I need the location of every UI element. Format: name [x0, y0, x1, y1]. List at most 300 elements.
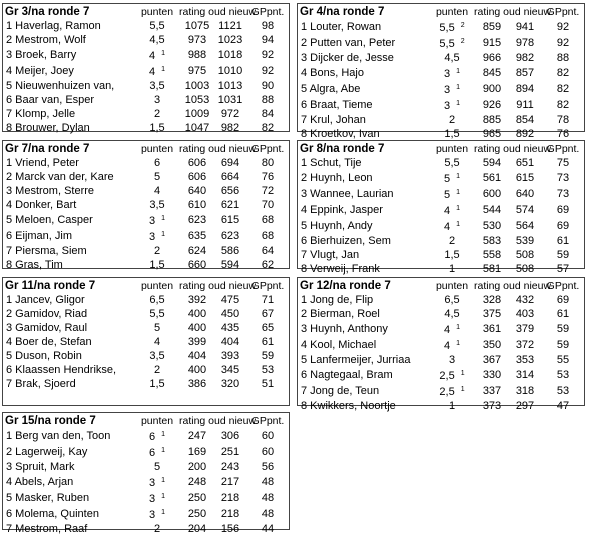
rating-new: 297 [515, 400, 535, 412]
tiebreak-mark: 1 [456, 205, 461, 212]
rating-new: 615 [220, 214, 240, 226]
gp-points: 73 [556, 188, 570, 200]
player-name: 2 Huynh, Leon [301, 172, 373, 184]
standings-table [3, 141, 291, 272]
rating-old: 1053 [184, 94, 210, 106]
player-points: 5 [153, 322, 161, 334]
gp-points: 71 [261, 294, 275, 306]
player-name: 2 Gamidov, Riad [6, 308, 88, 320]
player-name: 3 Spruit, Mark [6, 461, 75, 473]
player-name: 7 Krul, Johan [301, 114, 366, 126]
gp-points: 60 [261, 446, 275, 458]
player-name: 1 Jancev, Gligor [6, 294, 85, 306]
column-header-gp: GPpnt. [251, 5, 285, 18]
rating-old: 375 [482, 308, 502, 320]
table-row [3, 33, 291, 47]
gp-points: 92 [556, 37, 570, 49]
table-row [3, 293, 291, 307]
rating-new: 892 [515, 128, 535, 140]
gp-points: 59 [556, 249, 570, 261]
table-row [3, 93, 291, 107]
gp-points: 92 [556, 21, 570, 33]
group-title: Gr 15/na ronde 7 [5, 414, 96, 427]
column-header-rating-oud: rating oud nieuw [474, 279, 552, 292]
group-panel [2, 277, 290, 406]
player-name: 2 Marck van der, Kare [6, 171, 114, 183]
gp-points: 48 [261, 492, 275, 504]
player-points: 6,5 [444, 294, 460, 306]
player-points: 4,5 [444, 308, 460, 320]
rating-old: 926 [482, 99, 502, 111]
player-name: 7 Klomp, Jelle [6, 108, 76, 120]
player-points: 5 [153, 461, 161, 473]
player-points: 5,5 [149, 308, 165, 320]
player-name: 5 Duson, Robin [6, 350, 82, 362]
player-name: 1 Schut, Tije [301, 157, 362, 169]
player-name: 5 Lanfermeijer, Jurriaa [301, 354, 411, 366]
player-points: 6,5 [149, 294, 165, 306]
player-points: 2 [153, 523, 161, 535]
player-name: 5 Masker, Ruben [6, 492, 90, 504]
column-header-rating-oud: rating oud nieuw [474, 142, 552, 155]
table-row [3, 307, 291, 321]
rating-new: 372 [515, 339, 535, 351]
group-panel [2, 3, 290, 132]
player-name: 7 Piersma, Siem [6, 245, 87, 257]
player-name: 6 Klaassen Hendrikse, [6, 364, 117, 376]
table-row [3, 184, 291, 198]
player-points: 4 $^1$ [443, 221, 461, 233]
rating-new: 379 [515, 323, 535, 335]
player-points: 2 [153, 108, 161, 120]
rating-old: 623 [187, 214, 207, 226]
gp-points: 82 [556, 99, 570, 111]
gp-points: 64 [261, 245, 275, 257]
player-name: 5 Huynh, Andy [301, 220, 373, 232]
tiebreak-mark: 1 [161, 493, 166, 500]
player-name: 5 Nieuwenhuizen van, [6, 80, 115, 92]
rating-old: 600 [482, 188, 502, 200]
rating-new: 982 [515, 52, 535, 64]
rating-old: 530 [482, 220, 502, 232]
player-points: 3 $^1$ [148, 477, 166, 489]
standings-table [298, 141, 586, 276]
player-points: 1 [448, 400, 456, 412]
rating-new: 1010 [217, 65, 243, 77]
table-row [3, 522, 291, 536]
rating-old: 330 [482, 369, 502, 381]
rating-old: 660 [187, 259, 207, 271]
tiebreak-mark: 1 [161, 509, 166, 516]
table-row [298, 113, 586, 127]
gp-points: 94 [261, 34, 275, 46]
rating-old: 581 [482, 263, 502, 275]
player-points: 4,5 [444, 52, 460, 64]
player-points: 6 [153, 157, 161, 169]
player-name: 2 Mestrom, Wolf [6, 34, 86, 46]
rating-new: 393 [220, 350, 240, 362]
player-name: 4 Donker, Bart [6, 199, 77, 211]
column-header-punten: punten [435, 5, 469, 18]
rating-new: 615 [515, 172, 535, 184]
player-name: 3 Dijcker de, Jesse [301, 52, 394, 64]
column-header-rating-oud: rating oud nieuw [474, 5, 552, 18]
rating-new: 574 [515, 204, 535, 216]
player-points: 2 [448, 235, 456, 247]
rating-old: 373 [482, 400, 502, 412]
rating-old: 624 [187, 245, 207, 257]
gp-points: 76 [556, 128, 570, 140]
column-header-rating-oud: rating oud nieuw [179, 142, 257, 155]
rating-old: 400 [187, 322, 207, 334]
table-row [298, 65, 586, 81]
player-points: 2 [448, 114, 456, 126]
tiebreak-mark: 1 [161, 447, 166, 454]
gp-points: 82 [261, 122, 275, 134]
rating-new: 251 [220, 446, 240, 458]
rating-new: 432 [515, 294, 535, 306]
gp-points: 88 [556, 52, 570, 64]
rating-new: 314 [515, 369, 535, 381]
player-name: 1 Haverlag, Ramon [6, 20, 101, 32]
table-row [3, 79, 291, 93]
player-points: 4 [153, 336, 161, 348]
table-row [3, 363, 291, 377]
gp-points: 68 [261, 230, 275, 242]
gp-points: 90 [261, 80, 275, 92]
tiebreak-mark: 1 [456, 100, 461, 107]
standings-table [3, 278, 291, 391]
tiebreak-mark: 1 [161, 431, 166, 438]
rating-new: 941 [515, 21, 535, 33]
player-points: 4 $^1$ [443, 340, 461, 352]
player-name: 8 Brouwer, Dylan [6, 122, 90, 134]
player-points: 3,5 [149, 350, 165, 362]
table-row [298, 337, 586, 353]
rating-old: 250 [187, 492, 207, 504]
rating-new: 156 [220, 523, 240, 535]
player-points: 1 [448, 263, 456, 275]
column-header-punten: punten [435, 279, 469, 292]
rating-new: 508 [515, 249, 535, 261]
player-points: 4 $^1$ [443, 205, 461, 217]
rating-old: 400 [187, 364, 207, 376]
table-row [3, 321, 291, 335]
column-header-punten: punten [140, 414, 174, 427]
group-panel [297, 140, 585, 275]
gp-points: 76 [261, 171, 275, 183]
rating-new: 694 [220, 157, 240, 169]
rating-new: 586 [220, 245, 240, 257]
rating-old: 1075 [184, 20, 210, 32]
rating-new: 982 [220, 122, 240, 134]
rating-old: 900 [482, 83, 502, 95]
rating-new: 475 [220, 294, 240, 306]
rating-new: 978 [515, 37, 535, 49]
rating-new: 450 [220, 308, 240, 320]
rating-old: 399 [187, 336, 207, 348]
rating-old: 966 [482, 52, 502, 64]
group-panel [2, 412, 290, 535]
rating-old: 1003 [184, 80, 210, 92]
rating-old: 350 [482, 339, 502, 351]
rating-old: 988 [187, 49, 207, 61]
player-name: 1 Vriend, Peter [6, 157, 79, 169]
player-points: 3 $^1$ [443, 68, 461, 80]
player-points: 5 $^1$ [443, 189, 461, 201]
player-name: 6 Eijman, Jim [6, 230, 73, 242]
player-points: 5,5 $^2$ [439, 22, 465, 34]
gp-points: 59 [556, 323, 570, 335]
table-row [3, 47, 291, 63]
column-header-gp: GPpnt. [251, 142, 285, 155]
rating-new: 854 [515, 114, 535, 126]
tiebreak-mark: 1 [460, 386, 465, 393]
gp-points: 75 [556, 157, 570, 169]
rating-old: 204 [187, 523, 207, 535]
tiebreak-mark: 1 [161, 66, 166, 73]
table-header-row [3, 278, 291, 293]
group-title: Gr 12/na ronde 7 [300, 279, 391, 292]
player-points: 4 $^1$ [443, 324, 461, 336]
table-row [3, 19, 291, 33]
rating-new: 435 [220, 322, 240, 334]
rating-new: 243 [220, 461, 240, 473]
tiebreak-mark: 1 [456, 68, 461, 75]
tiebreak-mark: 1 [161, 50, 166, 57]
table-row [298, 353, 586, 367]
rating-old: 975 [187, 65, 207, 77]
rating-old: 583 [482, 235, 502, 247]
table-row [3, 121, 291, 135]
player-name: 4 Kool, Michael [301, 339, 377, 351]
gp-points: 70 [261, 199, 275, 211]
gp-points: 55 [556, 354, 570, 366]
tiebreak-mark: 1 [456, 84, 461, 91]
tiebreak-mark: 1 [456, 189, 461, 196]
player-name: 8 Gras, Tim [6, 259, 63, 271]
gp-points: 57 [556, 263, 570, 275]
rating-old: 169 [187, 446, 207, 458]
rating-old: 247 [187, 430, 207, 442]
rating-old: 606 [187, 171, 207, 183]
table-row [3, 474, 291, 490]
column-header-rating-oud: rating oud nieuw [179, 414, 257, 427]
table-row [3, 107, 291, 121]
column-header-gp: GPpnt. [546, 5, 580, 18]
column-header-gp: GPpnt. [251, 279, 285, 292]
gp-points: 44 [261, 523, 275, 535]
player-points: 1,5 [444, 128, 460, 140]
standings-table [298, 278, 586, 413]
player-name: 8 Kwikkers, Noortje [301, 400, 396, 412]
player-name: 6 Bierhuizen, Sem [301, 235, 391, 247]
rating-new: 656 [220, 185, 240, 197]
rating-old: 361 [482, 323, 502, 335]
group-title: Gr 7/na ronde 7 [5, 142, 90, 155]
rating-old: 885 [482, 114, 502, 126]
player-name: 6 Molema, Quinten [6, 508, 99, 520]
table-row [3, 490, 291, 506]
gp-points: 88 [261, 94, 275, 106]
rating-new: 404 [220, 336, 240, 348]
gp-points: 82 [556, 67, 570, 79]
player-points: 5,5 $^2$ [439, 38, 465, 50]
player-points: 1,5 [149, 259, 165, 271]
rating-new: 894 [515, 83, 535, 95]
rating-new: 857 [515, 67, 535, 79]
rating-new: 651 [515, 157, 535, 169]
player-name: 8 Verweij, Frank [301, 263, 380, 275]
player-points: 4 [153, 185, 161, 197]
rating-old: 594 [482, 157, 502, 169]
column-header-rating-oud: rating oud nieuw [179, 5, 257, 18]
player-points: 2,5 $^1$ [439, 386, 465, 398]
player-name: 8 Kroetkov, Ivan [301, 128, 380, 140]
player-name: 2 Lagerweij, Kay [6, 446, 88, 458]
table-row [298, 399, 586, 413]
gp-points: 48 [261, 476, 275, 488]
gp-points: 48 [261, 508, 275, 520]
rating-new: 564 [515, 220, 535, 232]
player-name: 4 Eppink, Jasper [301, 204, 383, 216]
player-name: 2 Putten van, Peter [301, 37, 396, 49]
rating-new: 218 [220, 508, 240, 520]
rating-old: 544 [482, 204, 502, 216]
rating-old: 250 [187, 508, 207, 520]
player-name: 7 Vlugt, Jan [301, 249, 360, 261]
gp-points: 47 [556, 400, 570, 412]
table-header-row [3, 141, 291, 156]
player-points: 3,5 [149, 199, 165, 211]
player-points: 5 [153, 171, 161, 183]
tiebreak-mark: 1 [161, 231, 166, 238]
gp-points: 69 [556, 220, 570, 232]
gp-points: 68 [261, 214, 275, 226]
rating-new: 353 [515, 354, 535, 366]
rating-old: 404 [187, 350, 207, 362]
player-name: 4 Boer de, Stefan [6, 336, 92, 348]
gp-points: 92 [261, 49, 275, 61]
rating-new: 403 [515, 308, 535, 320]
rating-old: 248 [187, 476, 207, 488]
column-header-punten: punten [140, 5, 174, 18]
rating-new: 345 [220, 364, 240, 376]
table-row [3, 335, 291, 349]
table-row [298, 234, 586, 248]
rating-new: 594 [220, 259, 240, 271]
player-points: 5,5 [149, 20, 165, 32]
gp-points: 59 [261, 350, 275, 362]
gp-points: 53 [556, 369, 570, 381]
table-row [3, 377, 291, 391]
rating-new: 539 [515, 235, 535, 247]
player-name: 3 Huynh, Anthony [301, 323, 388, 335]
gp-points: 80 [261, 157, 275, 169]
table-row [298, 170, 586, 186]
player-name: 7 Brak, Sjoerd [6, 378, 76, 390]
rating-old: 400 [187, 308, 207, 320]
rating-new: 911 [516, 99, 534, 111]
player-points: 4 $^1$ [148, 66, 166, 78]
table-row [298, 367, 586, 383]
table-row [298, 156, 586, 170]
gp-points: 59 [556, 339, 570, 351]
gp-points: 82 [556, 83, 570, 95]
gp-points: 61 [556, 235, 570, 247]
table-row [298, 81, 586, 97]
player-points: 3 $^1$ [148, 493, 166, 505]
rating-old: 973 [187, 34, 207, 46]
table-row [298, 293, 586, 307]
player-name: 4 Bons, Hajo [301, 67, 364, 79]
gp-points: 61 [556, 308, 570, 320]
gp-points: 98 [261, 20, 275, 32]
player-name: 1 Jong de, Flip [301, 294, 374, 306]
gp-points: 60 [261, 430, 275, 442]
gp-points: 53 [556, 385, 570, 397]
player-name: 3 Wannee, Laurian [301, 188, 394, 200]
table-row [3, 244, 291, 258]
player-name: 4 Abels, Arjan [6, 476, 74, 488]
tiebreak-mark: 1 [456, 324, 461, 331]
tiebreak-mark: 1 [161, 477, 166, 484]
group-panel [297, 277, 585, 412]
gp-points: 61 [261, 336, 275, 348]
standings-table [3, 4, 291, 135]
rating-old: 367 [482, 354, 502, 366]
table-row [3, 228, 291, 244]
player-name: 3 Mestrom, Sterre [6, 185, 95, 197]
table-row [298, 218, 586, 234]
table-row [3, 170, 291, 184]
group-panel [2, 140, 290, 269]
rating-old: 200 [187, 461, 207, 473]
rating-old: 859 [482, 21, 502, 33]
player-name: 1 Louter, Rowan [301, 21, 382, 33]
gp-points: 51 [261, 378, 275, 390]
gp-points: 65 [261, 322, 275, 334]
player-name: 7 Jong de, Teun [301, 385, 380, 397]
rating-old: 915 [482, 37, 502, 49]
player-points: 3 $^1$ [148, 509, 166, 521]
table-row [3, 198, 291, 212]
player-name: 6 Nagtegaal, Bram [301, 369, 393, 381]
player-points: 3 [153, 94, 161, 106]
player-name: 6 Baar van, Esper [6, 94, 95, 106]
table-row [298, 202, 586, 218]
rating-old: 328 [482, 294, 502, 306]
rating-old: 965 [482, 128, 502, 140]
player-points: 5,5 [444, 157, 460, 169]
player-points: 2,5 $^1$ [439, 370, 465, 382]
tiebreak-mark: 1 [161, 215, 166, 222]
table-row [3, 258, 291, 272]
gp-points: 92 [261, 65, 275, 77]
table-row [298, 127, 586, 141]
rating-new: 1013 [217, 80, 243, 92]
player-points: 2 [153, 245, 161, 257]
table-row [298, 35, 586, 51]
group-title: Gr 4/na ronde 7 [300, 5, 385, 18]
gp-points: 69 [556, 204, 570, 216]
player-points: 3 $^1$ [148, 231, 166, 243]
rating-new: 1023 [217, 34, 243, 46]
player-points: 6 $^1$ [148, 447, 166, 459]
rating-new: 508 [515, 263, 535, 275]
group-title: Gr 3/na ronde 7 [5, 5, 90, 18]
gp-points: 73 [556, 172, 570, 184]
